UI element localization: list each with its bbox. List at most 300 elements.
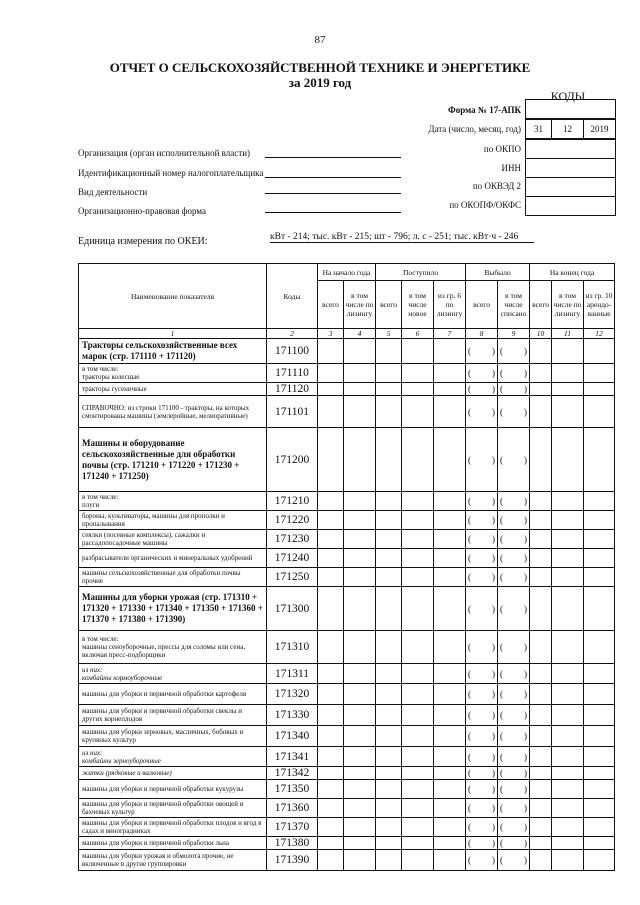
data-cell[interactable] [530, 780, 552, 799]
data-cell[interactable]: ( ) [466, 780, 498, 799]
data-cell[interactable] [434, 837, 466, 850]
data-cell[interactable] [530, 428, 552, 492]
data-cell[interactable] [318, 511, 344, 530]
row-name [79, 684, 267, 705]
data-cell[interactable] [552, 726, 584, 747]
row-code: 171342 [267, 767, 318, 780]
table-row [79, 837, 615, 850]
data-cell[interactable] [402, 705, 434, 726]
data-cell[interactable] [434, 726, 466, 747]
data-cell[interactable] [584, 587, 615, 631]
data-cell[interactable]: ( ) [466, 364, 498, 383]
data-cell[interactable] [584, 549, 615, 568]
header-start: На начало года [318, 264, 376, 281]
table-row [79, 511, 615, 530]
row-name-text: жатки (рядковые и валковые) [82, 769, 172, 777]
data-cell[interactable]: ( ) [466, 530, 498, 549]
data-cell[interactable] [402, 549, 434, 568]
data-cell[interactable] [552, 684, 584, 705]
table-row [79, 747, 615, 767]
data-cell[interactable]: ( ) [498, 850, 530, 871]
data-cell[interactable] [434, 799, 466, 818]
data-cell[interactable] [344, 587, 376, 631]
table-row [79, 780, 615, 799]
data-cell[interactable] [376, 780, 402, 799]
data-cell[interactable] [402, 726, 434, 747]
data-cell[interactable]: ( ) [466, 587, 498, 631]
data-cell[interactable]: ( ) [466, 383, 498, 396]
data-cell[interactable] [530, 587, 552, 631]
data-cell[interactable] [402, 850, 434, 871]
data-cell[interactable] [344, 383, 376, 396]
legal-form-label: Организационно-правовая форма [78, 206, 206, 216]
data-cell[interactable] [344, 747, 376, 767]
table-row [79, 705, 615, 726]
data-cell[interactable] [318, 631, 344, 664]
data-cell[interactable] [376, 511, 402, 530]
data-cell[interactable] [402, 339, 434, 364]
header-end: На конец года [530, 264, 615, 281]
data-cell[interactable] [552, 850, 584, 871]
data-cell[interactable]: ( ) [466, 850, 498, 871]
data-cell[interactable] [402, 664, 434, 684]
data-cell[interactable] [434, 549, 466, 568]
data-cell[interactable] [402, 684, 434, 705]
form-code-box[interactable] [525, 99, 616, 119]
data-cell[interactable] [552, 339, 584, 364]
data-cell[interactable] [530, 837, 552, 850]
okved-box[interactable] [525, 177, 616, 197]
data-cell[interactable] [376, 428, 402, 492]
data-cell[interactable]: ( ) [466, 818, 498, 837]
data-cell[interactable] [318, 428, 344, 492]
org-line[interactable] [265, 157, 401, 158]
data-cell[interactable] [552, 492, 584, 511]
table-row [79, 726, 615, 747]
data-cell[interactable] [344, 530, 376, 549]
table-row [79, 492, 615, 511]
data-cell[interactable]: ( ) [498, 837, 530, 850]
data-cell[interactable] [530, 511, 552, 530]
date-month[interactable]: 12 [551, 119, 584, 139]
data-cell[interactable] [344, 837, 376, 850]
data-cell[interactable] [376, 568, 402, 587]
header-code: Коды [267, 264, 318, 329]
date-day[interactable]: 31 [525, 119, 552, 139]
data-cell[interactable] [584, 530, 615, 549]
okpo-box[interactable] [525, 139, 616, 159]
data-cell[interactable]: ( ) [466, 664, 498, 684]
row-code: 171341 [267, 747, 318, 767]
row-name-text: машины для уборки и первичной обработки свеклы и других корнеплодов [82, 707, 243, 723]
data-cell[interactable] [434, 818, 466, 837]
row-code: 171101 [267, 396, 318, 428]
table-row [79, 549, 615, 568]
data-cell[interactable]: ( ) [498, 747, 530, 767]
data-cell[interactable] [318, 530, 344, 549]
row-name [79, 850, 267, 871]
data-cell[interactable]: ( ) [466, 428, 498, 492]
data-cell[interactable] [344, 684, 376, 705]
unit-label: Единица измерения по ОКЕИ: [78, 236, 208, 247]
data-cell[interactable] [584, 383, 615, 396]
data-cell[interactable] [530, 339, 552, 364]
data-cell[interactable] [434, 396, 466, 428]
data-cell[interactable] [344, 767, 376, 780]
data-cell[interactable] [402, 587, 434, 631]
data-cell[interactable]: ( ) [498, 530, 530, 549]
data-cell[interactable] [584, 850, 615, 871]
data-cell[interactable] [584, 568, 615, 587]
row-name [79, 511, 267, 530]
data-cell[interactable] [434, 747, 466, 767]
data-cell[interactable] [376, 364, 402, 383]
data-cell[interactable] [434, 364, 466, 383]
data-cell[interactable] [530, 799, 552, 818]
data-cell[interactable] [552, 818, 584, 837]
data-cell[interactable] [318, 492, 344, 511]
inn-field-line[interactable] [265, 177, 401, 178]
data-cell[interactable]: ( ) [498, 511, 530, 530]
data-cell[interactable] [530, 568, 552, 587]
header-total: всего [530, 281, 552, 329]
data-cell[interactable]: ( ) [466, 684, 498, 705]
data-cell[interactable] [344, 549, 376, 568]
data-cell[interactable] [344, 664, 376, 684]
data-cell[interactable] [318, 364, 344, 383]
data-cell[interactable] [318, 799, 344, 818]
data-cell[interactable] [376, 684, 402, 705]
data-cell[interactable] [344, 339, 376, 364]
data-cell[interactable] [552, 631, 584, 664]
data-cell[interactable] [584, 511, 615, 530]
data-cell[interactable] [376, 339, 402, 364]
data-cell[interactable] [318, 568, 344, 587]
data-cell[interactable] [552, 587, 584, 631]
unit-value: кВт - 214; тыс. кВт - 215; шт - 796; л. с - 251; тыс. кВт·ч - 246 [270, 232, 534, 243]
data-cell[interactable]: ( ) [466, 837, 498, 850]
activity-line[interactable] [265, 193, 401, 194]
column-number: 7 [434, 329, 466, 339]
data-cell[interactable]: ( ) [498, 780, 530, 799]
data-cell[interactable] [552, 383, 584, 396]
data-cell[interactable] [376, 492, 402, 511]
data-cell[interactable] [530, 492, 552, 511]
data-cell[interactable] [402, 799, 434, 818]
data-cell[interactable] [530, 383, 552, 396]
data-cell[interactable]: ( ) [466, 726, 498, 747]
data-cell[interactable] [552, 747, 584, 767]
row-name [79, 587, 267, 631]
data-cell[interactable]: ( ) [466, 511, 498, 530]
data-cell[interactable]: ( ) [498, 339, 530, 364]
table-row [79, 799, 615, 818]
data-cell[interactable] [318, 818, 344, 837]
data-cell[interactable] [530, 767, 552, 780]
data-cell[interactable] [376, 726, 402, 747]
data-cell[interactable] [376, 664, 402, 684]
data-cell[interactable] [402, 364, 434, 383]
data-cell[interactable] [530, 631, 552, 664]
data-cell[interactable] [318, 726, 344, 747]
data-cell[interactable] [434, 684, 466, 705]
data-cell[interactable]: ( ) [498, 587, 530, 631]
data-cell[interactable]: ( ) [498, 705, 530, 726]
data-cell[interactable] [552, 799, 584, 818]
data-cell[interactable] [584, 705, 615, 726]
data-cell[interactable] [402, 837, 434, 850]
data-cell[interactable] [376, 587, 402, 631]
data-cell[interactable] [318, 383, 344, 396]
data-cell[interactable] [402, 568, 434, 587]
data-cell[interactable] [530, 726, 552, 747]
data-cell[interactable] [584, 799, 615, 818]
data-cell[interactable] [318, 780, 344, 799]
data-cell[interactable] [376, 530, 402, 549]
data-cell[interactable] [434, 511, 466, 530]
data-cell[interactable] [552, 568, 584, 587]
inn-box[interactable] [525, 158, 616, 178]
row-name [79, 383, 267, 396]
data-cell[interactable] [376, 818, 402, 837]
data-cell[interactable]: ( ) [466, 549, 498, 568]
data-cell[interactable] [344, 818, 376, 837]
table-row [79, 428, 615, 492]
data-cell[interactable] [376, 747, 402, 767]
row-name-sub: комбайны зерноуборочные [82, 756, 161, 765]
data-cell[interactable]: ( ) [498, 726, 530, 747]
header-total: всего [466, 281, 498, 329]
data-cell[interactable] [584, 780, 615, 799]
data-cell[interactable]: ( ) [498, 396, 530, 428]
data-cell[interactable] [402, 747, 434, 767]
data-cell[interactable] [434, 850, 466, 871]
row-name-text: в том числе: [82, 493, 119, 501]
data-cell[interactable]: ( ) [498, 428, 530, 492]
data-cell[interactable] [434, 568, 466, 587]
data-cell[interactable]: ( ) [466, 705, 498, 726]
data-cell[interactable] [318, 684, 344, 705]
data-cell[interactable] [552, 396, 584, 428]
data-cell[interactable] [344, 428, 376, 492]
data-cell[interactable] [402, 511, 434, 530]
data-cell[interactable] [318, 837, 344, 850]
data-cell[interactable]: ( ) [466, 747, 498, 767]
data-cell[interactable] [530, 747, 552, 767]
data-cell[interactable] [584, 837, 615, 850]
data-cell[interactable]: ( ) [498, 631, 530, 664]
data-cell[interactable]: ( ) [498, 492, 530, 511]
data-cell[interactable] [318, 664, 344, 684]
data-cell[interactable] [376, 799, 402, 818]
data-cell[interactable] [402, 383, 434, 396]
data-cell[interactable] [530, 549, 552, 568]
data-cell[interactable] [584, 726, 615, 747]
data-cell[interactable] [584, 684, 615, 705]
data-cell[interactable] [376, 549, 402, 568]
data-cell[interactable] [344, 492, 376, 511]
data-cell[interactable] [344, 511, 376, 530]
data-cell[interactable] [434, 339, 466, 364]
table-row [79, 767, 615, 780]
data-cell[interactable] [434, 705, 466, 726]
data-cell[interactable] [434, 631, 466, 664]
data-cell[interactable] [434, 383, 466, 396]
main-table [78, 263, 615, 871]
data-cell[interactable]: ( ) [498, 549, 530, 568]
data-cell[interactable] [344, 850, 376, 871]
data-cell[interactable] [552, 664, 584, 684]
data-cell[interactable] [584, 664, 615, 684]
data-cell[interactable] [584, 364, 615, 383]
data-cell[interactable] [584, 428, 615, 492]
row-name-text: машины для уборки и первичной обработки картофеля [82, 690, 247, 698]
data-cell[interactable] [552, 767, 584, 780]
legal-form-line[interactable] [265, 212, 401, 213]
data-cell[interactable] [376, 767, 402, 780]
data-cell[interactable]: ( ) [466, 799, 498, 818]
data-cell[interactable]: ( ) [498, 568, 530, 587]
data-cell[interactable] [552, 705, 584, 726]
row-code: 171320 [267, 684, 318, 705]
data-cell[interactable] [530, 364, 552, 383]
data-cell[interactable] [552, 364, 584, 383]
data-cell[interactable] [402, 396, 434, 428]
data-cell[interactable] [402, 780, 434, 799]
table-row [79, 568, 615, 587]
data-cell[interactable] [584, 631, 615, 664]
column-number: 4 [344, 329, 376, 339]
data-cell[interactable] [530, 684, 552, 705]
data-cell[interactable]: ( ) [498, 364, 530, 383]
data-cell[interactable]: ( ) [466, 396, 498, 428]
header-total: всего [318, 281, 344, 329]
okopf-box[interactable] [525, 196, 616, 216]
table-row [79, 339, 615, 364]
data-cell[interactable] [376, 396, 402, 428]
table-row [79, 631, 615, 664]
row-code: 171210 [267, 492, 318, 511]
data-cell[interactable]: ( ) [498, 818, 530, 837]
data-cell[interactable] [584, 396, 615, 428]
data-cell[interactable] [318, 705, 344, 726]
row-name-text: машины для уборки и первичной обработки льна [82, 839, 230, 847]
data-cell[interactable] [376, 837, 402, 850]
data-cell[interactable] [552, 549, 584, 568]
date-year[interactable]: 2019 [583, 119, 616, 139]
data-cell[interactable] [434, 530, 466, 549]
data-cell[interactable] [584, 747, 615, 767]
data-cell[interactable] [344, 726, 376, 747]
data-cell[interactable] [402, 818, 434, 837]
data-cell[interactable] [530, 818, 552, 837]
data-cell[interactable] [344, 631, 376, 664]
row-name-text: машины сельскохозяйственные для обработки почвы прочие [82, 569, 241, 585]
data-cell[interactable]: ( ) [498, 684, 530, 705]
data-cell[interactable] [344, 568, 376, 587]
data-cell[interactable] [584, 339, 615, 364]
column-number: 8 [466, 329, 498, 339]
data-cell[interactable]: ( ) [466, 339, 498, 364]
data-cell[interactable] [434, 587, 466, 631]
data-cell[interactable]: ( ) [466, 492, 498, 511]
data-cell[interactable]: ( ) [498, 767, 530, 780]
data-cell[interactable] [552, 511, 584, 530]
data-cell[interactable] [434, 664, 466, 684]
row-code: 171311 [267, 664, 318, 684]
data-cell[interactable] [344, 396, 376, 428]
data-cell[interactable]: ( ) [498, 799, 530, 818]
data-cell[interactable] [318, 747, 344, 767]
data-cell[interactable] [584, 492, 615, 511]
form-label: Форма № 17-АПК [447, 105, 521, 115]
data-cell[interactable]: ( ) [466, 568, 498, 587]
data-cell[interactable] [344, 364, 376, 383]
data-cell[interactable]: ( ) [466, 631, 498, 664]
data-cell[interactable] [318, 850, 344, 871]
row-name [79, 799, 267, 818]
okpo-label: по ОКПО [483, 144, 521, 154]
data-cell[interactable] [376, 631, 402, 664]
data-cell[interactable] [318, 396, 344, 428]
data-cell[interactable] [318, 767, 344, 780]
data-cell[interactable]: ( ) [498, 383, 530, 396]
data-cell[interactable]: ( ) [466, 767, 498, 780]
row-name-text: сеялки (посевные комплексы), сажалки и рассадопосадочные машины [82, 531, 206, 547]
row-code: 171380 [267, 837, 318, 850]
data-cell[interactable] [402, 428, 434, 492]
data-cell[interactable] [434, 492, 466, 511]
data-cell[interactable] [376, 705, 402, 726]
data-cell[interactable] [434, 767, 466, 780]
data-cell[interactable] [530, 850, 552, 871]
data-cell[interactable] [434, 780, 466, 799]
data-cell[interactable] [552, 780, 584, 799]
data-cell[interactable] [552, 837, 584, 850]
data-cell[interactable] [552, 428, 584, 492]
table-row [79, 530, 615, 549]
data-cell[interactable] [344, 799, 376, 818]
data-cell[interactable] [530, 530, 552, 549]
okved-label: по ОКВЭД 2 [472, 181, 521, 191]
data-cell[interactable] [552, 530, 584, 549]
data-cell[interactable] [402, 492, 434, 511]
data-cell[interactable] [318, 549, 344, 568]
row-name [79, 568, 267, 587]
data-cell[interactable] [530, 396, 552, 428]
data-cell[interactable] [584, 818, 615, 837]
data-cell[interactable] [584, 767, 615, 780]
data-cell[interactable] [318, 339, 344, 364]
data-cell[interactable]: ( ) [498, 664, 530, 684]
header-retired: Выбыло [466, 264, 530, 281]
data-cell[interactable] [376, 383, 402, 396]
header-name: Наименование показателя [79, 264, 267, 329]
data-cell[interactable] [402, 631, 434, 664]
data-cell[interactable] [434, 428, 466, 492]
data-cell[interactable] [344, 705, 376, 726]
data-cell[interactable] [402, 767, 434, 780]
column-number-row [79, 329, 615, 339]
data-cell[interactable] [402, 530, 434, 549]
row-code: 171310 [267, 631, 318, 664]
data-cell[interactable] [530, 705, 552, 726]
data-cell[interactable] [318, 587, 344, 631]
data-cell[interactable] [530, 664, 552, 684]
row-name-text: машины для уборки и первичной обработки плодов и ягод в садах и виноградниках [82, 819, 262, 835]
data-cell[interactable] [376, 850, 402, 871]
data-cell[interactable] [344, 780, 376, 799]
